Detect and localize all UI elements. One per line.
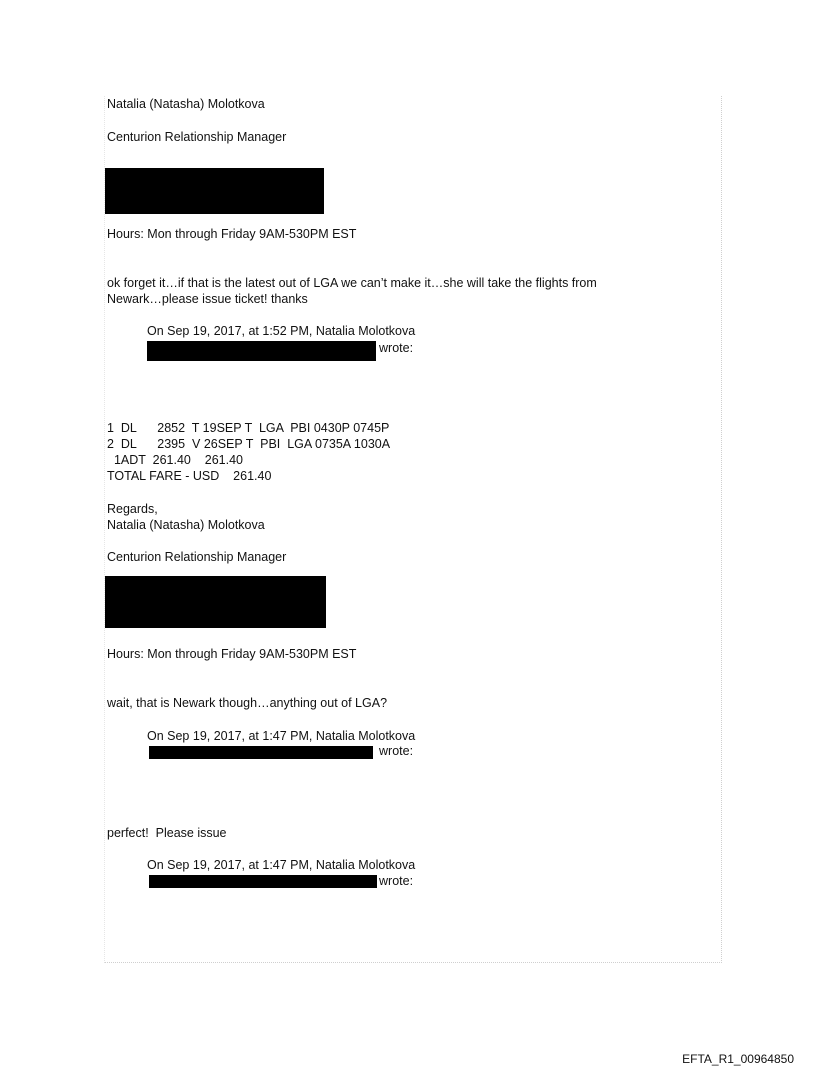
reply2-text: wait, that is Newark though…anything out of LGA? [107, 696, 388, 710]
itinerary-line-1: 1 DL 2852 T 19SEP T LGA PBI 0430P 0745P [107, 421, 390, 435]
sig1-name: Natalia (Natasha) Molotkova [107, 97, 265, 111]
quote1-wrote: wrote: [379, 341, 414, 355]
redaction-block [105, 168, 324, 214]
quote1-header: On Sep 19, 2017, at 1:52 PM, Natalia Molotkova [147, 324, 416, 338]
sig1-title: Centurion Relationship Manager [107, 130, 287, 144]
sig2-regards: Regards, [107, 502, 158, 516]
quote3-wrote: wrote: [379, 874, 414, 888]
sig1-hours: Hours: Mon through Friday 9AM-530PM EST [107, 227, 357, 241]
reply1-line2: Newark…please issue ticket! thanks [107, 292, 308, 306]
bates-number: EFTA_R1_00964850 [682, 1052, 794, 1066]
redaction-block [149, 746, 373, 759]
itinerary-fare-line: 1ADT 261.40 261.40 [107, 453, 243, 467]
quote3-header: On Sep 19, 2017, at 1:47 PM, Natalia Molotkova [147, 858, 416, 872]
itinerary-total-fare: TOTAL FARE - USD 261.40 [107, 469, 272, 483]
sig2-hours: Hours: Mon through Friday 9AM-530PM EST [107, 647, 357, 661]
quote2-wrote: wrote: [379, 744, 414, 758]
redaction-block [105, 576, 326, 628]
sig2-name: Natalia (Natasha) Molotkova [107, 518, 265, 532]
quote2-header: On Sep 19, 2017, at 1:47 PM, Natalia Molotkova [147, 729, 416, 743]
redaction-block [147, 341, 376, 361]
sig2-title: Centurion Relationship Manager [107, 550, 287, 564]
redaction-block [149, 875, 377, 888]
reply1-line1: ok forget it…if that is the latest out of LGA we can’t make it…she will take the flights from [107, 276, 597, 290]
reply3-text: perfect! Please issue [107, 826, 227, 840]
itinerary-line-2: 2 DL 2395 V 26SEP T PBI LGA 0735A 1030A [107, 437, 391, 451]
